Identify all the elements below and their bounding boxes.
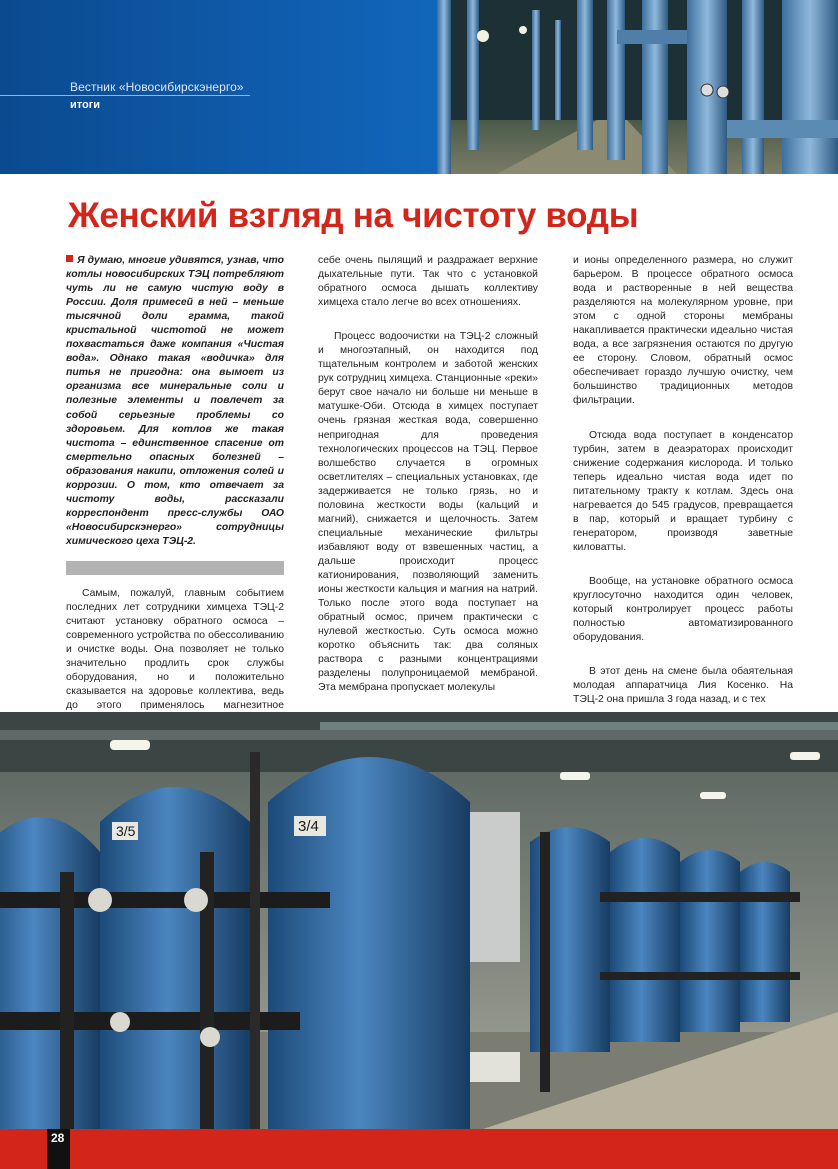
filter-tanks-image <box>0 712 838 1130</box>
page-number: 28 <box>51 1131 65 1145</box>
tank-label-a: 3/5 <box>116 823 136 839</box>
body-paragraph-7: В этот день на смене была обаятельная молодая аппаратчица Лия Косенко. На ТЭЦ-2 она пришла 3 года назад, и с тех <box>573 666 793 706</box>
footer-band <box>0 1129 838 1169</box>
lead-paragraph <box>66 254 284 549</box>
page-number-box <box>47 1129 70 1169</box>
body-paragraph-4: и ионы определенного размера, но служит барьером. В процессе обратного осмоса вода и растворенные в ней вещества разделяются на молекулярном уровне, при этом с одной стороны мембраны накапливается практически идеально чистая вода, а все загрязнения остаются по другую ее сторону. Словом, обратный осмос обеспечивает гораздо лучшую очистку, чем большинство традиционных методов фильтрации. <box>573 255 793 407</box>
pipe-corridor-image <box>437 0 838 174</box>
column-3 <box>573 254 793 719</box>
header-band <box>0 0 838 174</box>
body-paragraph-6: Вообще, на установке обратного осмоса круглосуточно находится один человек, который контролирует процесс работы полностью автоматизированного оборудования. <box>573 575 793 644</box>
filter-tanks-photo <box>0 712 838 1130</box>
lead-separator-bar <box>66 561 284 575</box>
lead-text: Я думаю, многие удивятся, узнав, что котлы новосибирских ТЭЦ потребляют чуть ли не самую чистую воду в России. Доля примесей в ней – меньше тысячной доли грамма, такой кристальной чистотой не может похвастаться даже компания «Чистая вода». Однако такая «водичка» для питья не пригодна: она вымоет из организма все минеральные соли и полезные элементы и повлечет за собой серьезные проблемы со здоровьем. Для котлов же такая чистота – единственное спасение от смертельно опасных болезней – образования накипи, отложения солей и коррозии. О том, кто отвечает за чистоту воды, рассказали корреспондент пресс-службы ОАО «Новосибирскэнерго» сотрудницы химического цеха ТЭЦ-2. <box>66 255 284 547</box>
article-title: Женский взгляд на чистоту воды <box>68 196 639 235</box>
red-square-marker <box>66 255 73 262</box>
section-label: итоги <box>70 99 101 111</box>
tank-label-b: 3/4 <box>298 818 319 835</box>
body-paragraph-3: Процесс водоочистки на ТЭЦ-2 сложный и многоэтапный, он находится под тщательным контролем и заботой женских рук сотрудниц химцеха. Станционные «реки» берут свое начало ни больше ни меньше в матушке-Оби. Отсюда в химцех поступает очень грязная жесткая вода, совершенно непригодная для проведения технологических процессов на ТЭЦ. Первое волшебство случается в огромных осветлителях – специальных установках, где задерживается не только грязь, но и половина жесткости воды (кальций и магний), снижается и щелочность. Затем специальные механические фильтры избавляют воду от взвешенных частиц, а дальше происходит процесс катионирования, позволяющий заменить ионы жесткости кальция и магния на натрий. Только после этого вода поступает на обратный осмос, причем практически с нулевой жесткостью. Суть осмоса можно коротко объяснить так: два соляных раствора с разными концентрациями разделены полупроницаемой мембраной. Эта мембрана пропускает молекулы <box>318 331 538 694</box>
header-photo <box>437 0 838 174</box>
journal-name: Вестник «Новосибирскэнерго» <box>70 80 244 94</box>
column-1 <box>66 254 284 739</box>
body-paragraph-1: Самым, пожалуй, главным событием последних лет сотрудники химцеха ТЭЦ-2 считают установку обратного осмоса – современного устройства по обессоливанию и очистке воды. Она позволяет не только значительно продлить срок службы оборудования, но и положительно сказывается на здоровье коллектива, ведь до этого применялось магнезитное <box>66 587 284 712</box>
header-divider <box>0 95 250 96</box>
column-2 <box>318 254 538 707</box>
body-paragraph-2: себе очень пылящий и раздражает верхние дыхательные пути. Так что с установкой обратного осмоса дышать коллективу химцеха стало легче во всех отношениях. <box>318 255 538 309</box>
body-paragraph-5: Отсюда вода поступает в конденсатор турбин, затем в деаэраторах происходит снижение содержания кислорода. И только теперь идеально чистая вода идет по питательному тракту к котлам. Здесь она нагревается до 545 градусов, превращается в пар, который и вращает турбину с генератором, производя заветные киловатты. <box>573 429 793 553</box>
